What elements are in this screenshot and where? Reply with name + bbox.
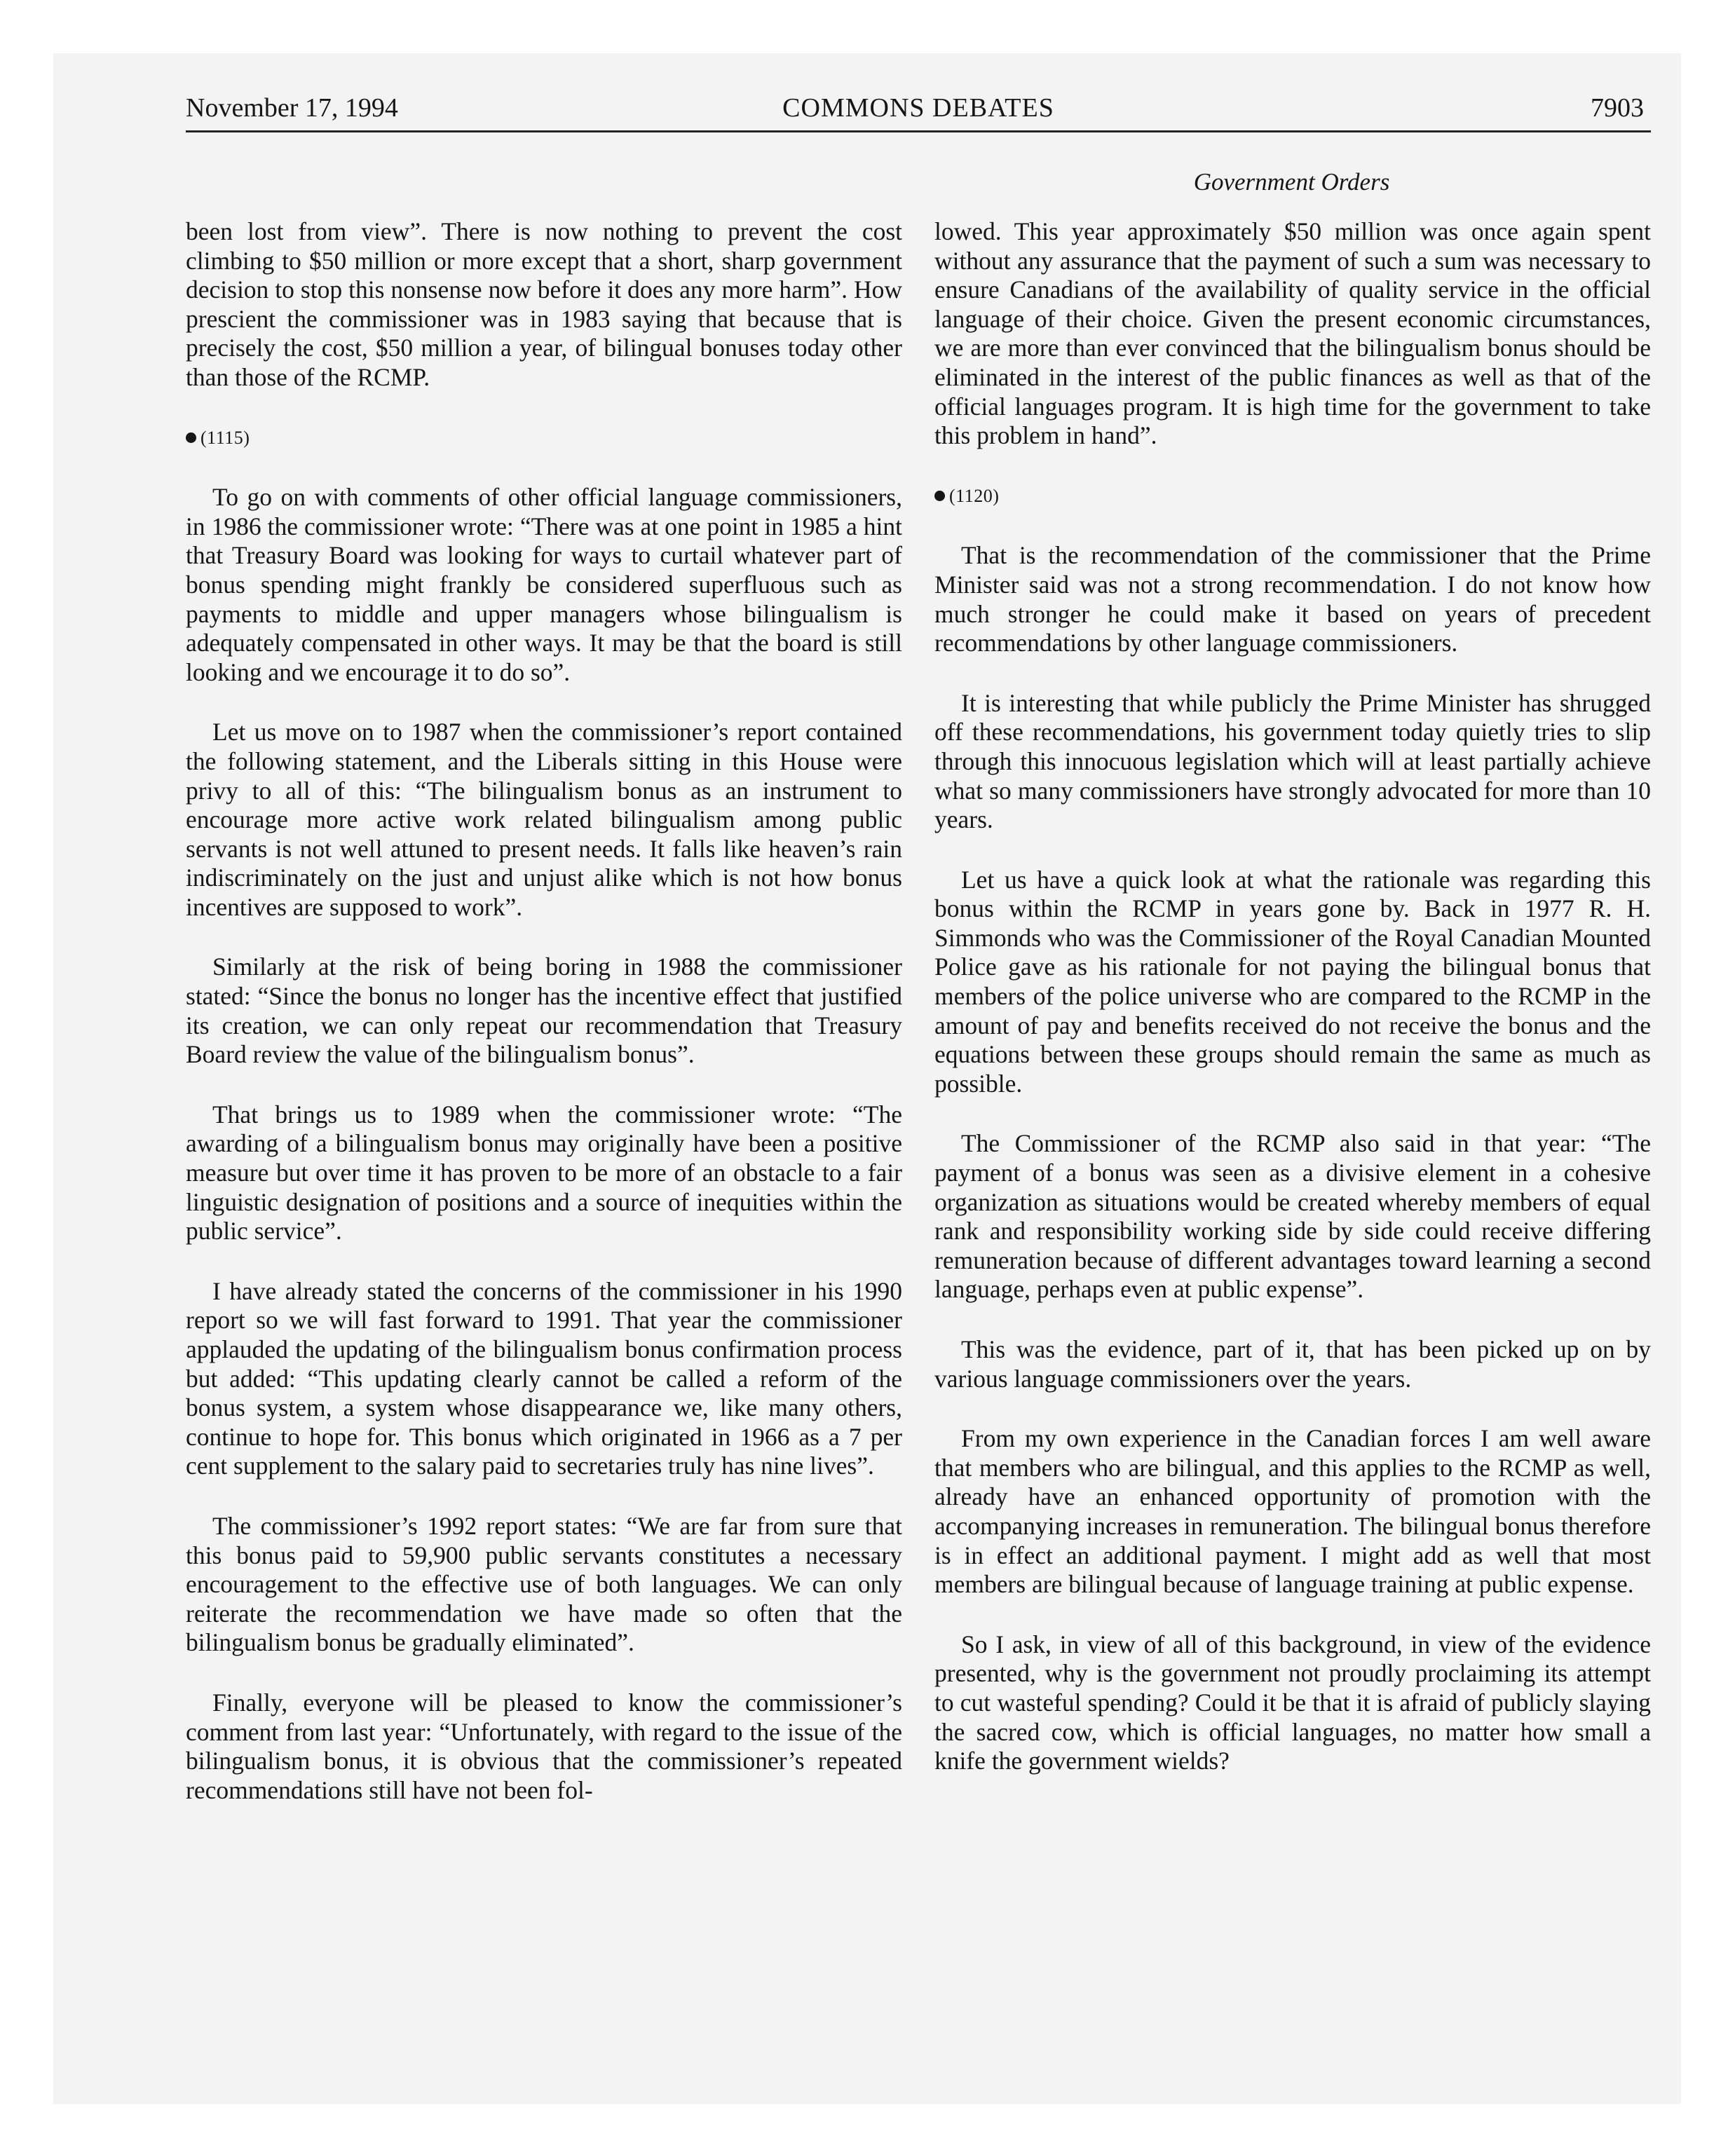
paragraph: Finally, everyone will be pleased to know the commissioner’s comment from last year: “Unfortunately, with regard to the issue of the bilingualism bonus, it is obvious that the commissioner’s repeated recommendations still have not been fol- bbox=[186, 1688, 902, 1804]
section-label: Government Orders bbox=[1193, 168, 1390, 196]
paragraph: Similarly at the risk of being boring in 1988 the commissioner stated: “Since the bonus no longer has the incentive effect that justified its creation, we can only repeat our recommendation that Treasury Board review the value of the bilingualism bonus”. bbox=[186, 953, 902, 1069]
paragraph: been lost from view”. There is now nothing to prevent the cost climbing to $50 million or more except that a short, sharp government decision to stop this nonsense now before it does any more harm”. How prescient the commissioner was in 1983 saying that because that is precisely the cost, $50 million a year, of bilingual bonuses today other than those of the RCMP. bbox=[186, 217, 902, 391]
time-marker bbox=[934, 482, 1651, 511]
paragraph: That is the recommendation of the commissioner that the Prime Minister said was not a strong recommendation. I do not know how much stronger he could make it based on years of precedent recommendations by other language commissioners. bbox=[934, 541, 1651, 657]
page-number: 7903 bbox=[1591, 93, 1644, 123]
header-date: November 17, 1994 bbox=[186, 93, 398, 123]
paragraph: The Commissioner of the RCMP also said in that year: “The payment of a bonus was seen as a divisive element in a cohesive organization as situations would be created whereby members of equal rank and responsibility working side by side could receive differing remuneration because of different advantages toward learning a second language, perhaps even at public expense”. bbox=[934, 1129, 1651, 1304]
paragraph: So I ask, in view of all of this background, in view of the evidence presented, why is the government not proudly proclaiming its attempt to cut wasteful spending? Could it be that it is afraid of publicly slaying the sacred cow, which is official languages, no matter how small a knife the government wields? bbox=[934, 1630, 1651, 1775]
bullet-icon bbox=[186, 432, 196, 443]
paragraph: From my own experience in the Canadian forces I am well aware that members who are bilingual, and this applies to the RCMP as well, already have an enhanced opportunity of promotion with the accompanying increases in remuneration. The bilingual bonus therefore is in effect an additional payment. I might add as well that most members are bilingual because of language training at public expense. bbox=[934, 1424, 1651, 1599]
time-marker-label: (1120) bbox=[949, 485, 1000, 506]
header-rule bbox=[186, 130, 1651, 132]
right-column bbox=[934, 217, 1651, 1807]
paragraph: I have already stated the concerns of the commissioner in his 1990 report so we will fast forward to 1991. That year the commissioner applauded the updating of the bilingualism bonus confirmation process but added: “This updating clearly cannot be called a reform of the bonus system, a system whose disappearance we, like many others, continue to hope for. This bonus which originated in 1966 as a 7 per cent supplement to the salary paid to secretaries truly has nine lives”. bbox=[186, 1276, 902, 1480]
paragraph: Let us have a quick look at what the rationale was regarding this bonus within the RCMP in years gone by. Back in 1977 R. H. Simmonds who was the Commissioner of the Royal Canadian Mounted Police gave as his rationale for not paying the bilingual bonus that members of the police universe who are compared to the RCMP in the amount of pay and benefits received do not receive the bonus and the equations between these groups should remain the same as much as possible. bbox=[934, 865, 1651, 1098]
paragraph: lowed. This year approximately $50 million was once again spent without any assurance that the payment of such a sum was necessary to ensure Canadians of the availability of quality service in the official language of their choice. Given the present economic circumstances, we are more than ever convinced that the bilingualism bonus should be eliminated in the interest of the public finances as well as that of the official languages program. It is high time for the government to take this problem in hand”. bbox=[934, 217, 1651, 450]
time-marker-label: (1115) bbox=[200, 427, 250, 448]
paragraph: To go on with comments of other official language commissioners, in 1986 the commissioner wrote: “There was at one point in 1985 a hint that Treasury Board was looking for ways to curtail whatever part of bonus spending might frankly be considered superfluous such as payments to middle and upper managers whose bilingualism is adequately compensated in other ways. It may be that the board is still looking and we encourage it to do so”. bbox=[186, 483, 902, 686]
left-column bbox=[186, 217, 902, 1836]
paragraph: Let us move on to 1987 when the commissioner’s report contained the following statement, and the Liberals sitting in this House were privy to all of this: “The bilingualism bonus as an instrument to encourage more active work related bilingualism among public servants is not well attuned to present needs. It falls like heaven’s rain indiscriminately on the just and unjust alike which is not how bonus incentives are supposed to work”. bbox=[186, 718, 902, 921]
paragraph: That brings us to 1989 when the commissioner wrote: “The awarding of a bilingualism bonus may originally have been a positive measure but over time it has proven to be more of an obstacle to a fair linguistic designation of positions and a source of inequities within the public service”. bbox=[186, 1100, 902, 1246]
bullet-icon bbox=[934, 491, 945, 501]
header-title: COMMONS DEBATES bbox=[782, 93, 1054, 123]
time-marker bbox=[186, 423, 902, 453]
paragraph: It is interesting that while publicly the Prime Minister has shrugged off these recommendations, his government today quietly tries to slip through this innocuous legislation which will at least partially achieve what so many commissioners have strongly advocated for more than 10 years. bbox=[934, 688, 1651, 834]
paragraph: The commissioner’s 1992 report states: “We are far from sure that this bonus paid to 59,900 public servants constitutes a necessary encouragement to the effective use of both languages. We can only reiterate the recommendation we have made so often that the bilingualism bonus be gradually eliminated”. bbox=[186, 1511, 902, 1657]
paragraph: This was the evidence, part of it, that has been picked up on by various language commissioners over the years. bbox=[934, 1335, 1651, 1393]
page-header bbox=[186, 90, 1651, 126]
